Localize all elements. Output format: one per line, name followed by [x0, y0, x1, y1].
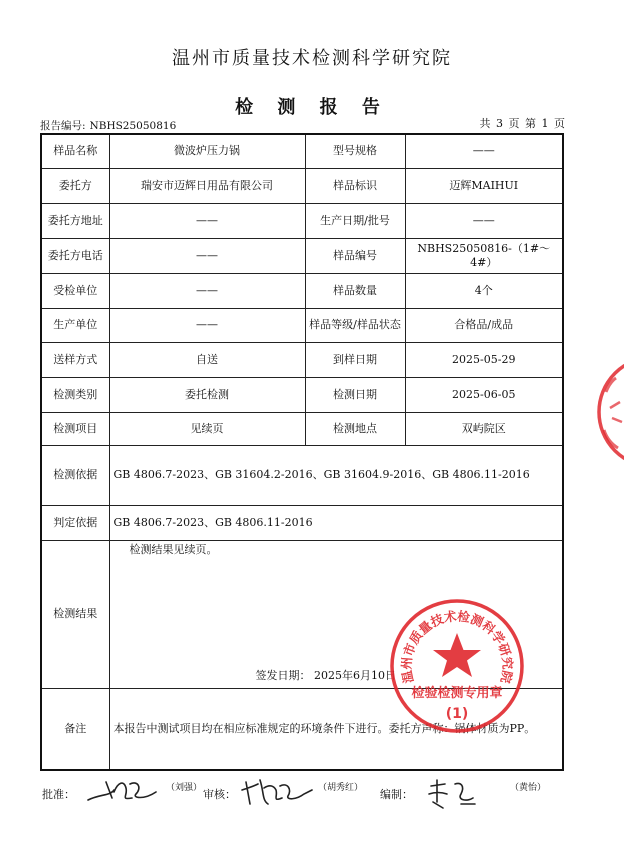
info-row	[41, 412, 563, 445]
field-label: 检测项目	[41, 412, 109, 445]
compile-name: （黄怡）	[510, 783, 547, 793]
report-number	[40, 118, 176, 133]
basis-label: 检测依据	[41, 445, 109, 505]
field-label: 到样日期	[305, 342, 405, 377]
field-value: 2025-06-05	[405, 377, 563, 412]
field-label: 检测地点	[305, 412, 405, 445]
field-value: ——	[109, 308, 305, 342]
seal-number: (1)	[445, 706, 469, 722]
info-row	[41, 342, 563, 377]
field-value: ——	[109, 238, 305, 273]
approve-name: （刘强）	[166, 783, 203, 793]
info-row	[41, 238, 563, 273]
institute-title: 温州市质量技术检测科学研究院	[172, 48, 452, 69]
field-label: 样品编号	[305, 238, 405, 273]
field-value: ——	[405, 203, 563, 238]
compile-label: 编制：	[380, 788, 413, 801]
field-label: 样品等级/样品状态	[305, 308, 405, 342]
remark-text: 本报告中测试项目均在相应标准规定的环境条件下进行。委托方声称：锅体材质为PP。	[109, 688, 563, 770]
info-row	[41, 377, 563, 412]
seal-star-icon	[433, 633, 481, 677]
field-label: 委托方	[41, 168, 109, 203]
basis-value: GB 4806.7-2023、GB 31604.2-2016、GB 31604.9-2016、GB 4806.11-2016	[109, 445, 563, 505]
edge-seal-stamp	[592, 352, 624, 472]
field-value: 委托检测	[109, 377, 305, 412]
info-rows	[41, 134, 563, 445]
field-value: 瑞安市迈辉日用品有限公司	[109, 168, 305, 203]
review-signature	[240, 774, 320, 810]
field-label: 检测日期	[305, 377, 405, 412]
result-text: 检测结果见续页。	[129, 542, 218, 556]
field-label: 样品标识	[305, 168, 405, 203]
field-value: ——	[109, 273, 305, 308]
info-row	[41, 203, 563, 238]
field-label: 检测类别	[41, 377, 109, 412]
field-value: 合格品/成品	[405, 308, 563, 342]
field-label: 委托方电话	[41, 238, 109, 273]
field-label: 样品名称	[41, 134, 109, 168]
page-info: 共 3 页 第 1 页	[479, 117, 566, 130]
field-label: 生产日期/批号	[305, 203, 405, 238]
report-number-label: 报告编号:	[40, 120, 86, 132]
signature-footer	[40, 780, 580, 820]
field-value: 4个	[405, 273, 563, 308]
info-row	[41, 168, 563, 203]
field-value: 迈辉MAIHUI	[405, 168, 563, 203]
seal-bottom-text: 检验检测专用章	[411, 686, 503, 701]
field-value: ——	[109, 203, 305, 238]
field-label: 生产单位	[41, 308, 109, 342]
review-label: 审核：	[203, 788, 236, 801]
sign-date: 签发日期： 2025年6月10日	[255, 668, 396, 682]
remark-label: 备注	[41, 688, 109, 770]
review-name: （胡秀红）	[318, 783, 364, 793]
document-title: 检 测 报 告	[235, 97, 389, 118]
judgement-label: 判定依据	[41, 505, 109, 540]
field-value: NBHS25050816-（1#～4#）	[405, 238, 563, 273]
field-label: 受检单位	[41, 273, 109, 308]
field-value: 微波炉压力锅	[109, 134, 305, 168]
compile-signature	[425, 776, 485, 812]
field-value: 2025-05-29	[405, 342, 563, 377]
field-value: ——	[405, 134, 563, 168]
field-value: 自送	[109, 342, 305, 377]
approve-signature	[84, 774, 164, 810]
judgement-value: GB 4806.7-2023、GB 4806.11-2016	[109, 505, 563, 540]
field-label: 委托方地址	[41, 203, 109, 238]
info-row	[41, 308, 563, 342]
field-value: 双屿院区	[405, 412, 563, 445]
seal-ring-text: 温州市质量技术检测科学研究院	[398, 608, 516, 685]
field-value: 见续页	[109, 412, 305, 445]
field-label: 型号规格	[305, 134, 405, 168]
info-row	[41, 134, 563, 168]
info-row	[41, 273, 563, 308]
result-label: 检测结果	[41, 540, 109, 688]
field-label: 样品数量	[305, 273, 405, 308]
judgement-row	[41, 505, 563, 540]
official-seal-stamp	[388, 597, 526, 735]
field-label: 送样方式	[41, 342, 109, 377]
basis-row	[41, 445, 563, 505]
report-number-value: NBHS25050816	[89, 120, 177, 132]
approve-label: 批准：	[42, 788, 75, 801]
